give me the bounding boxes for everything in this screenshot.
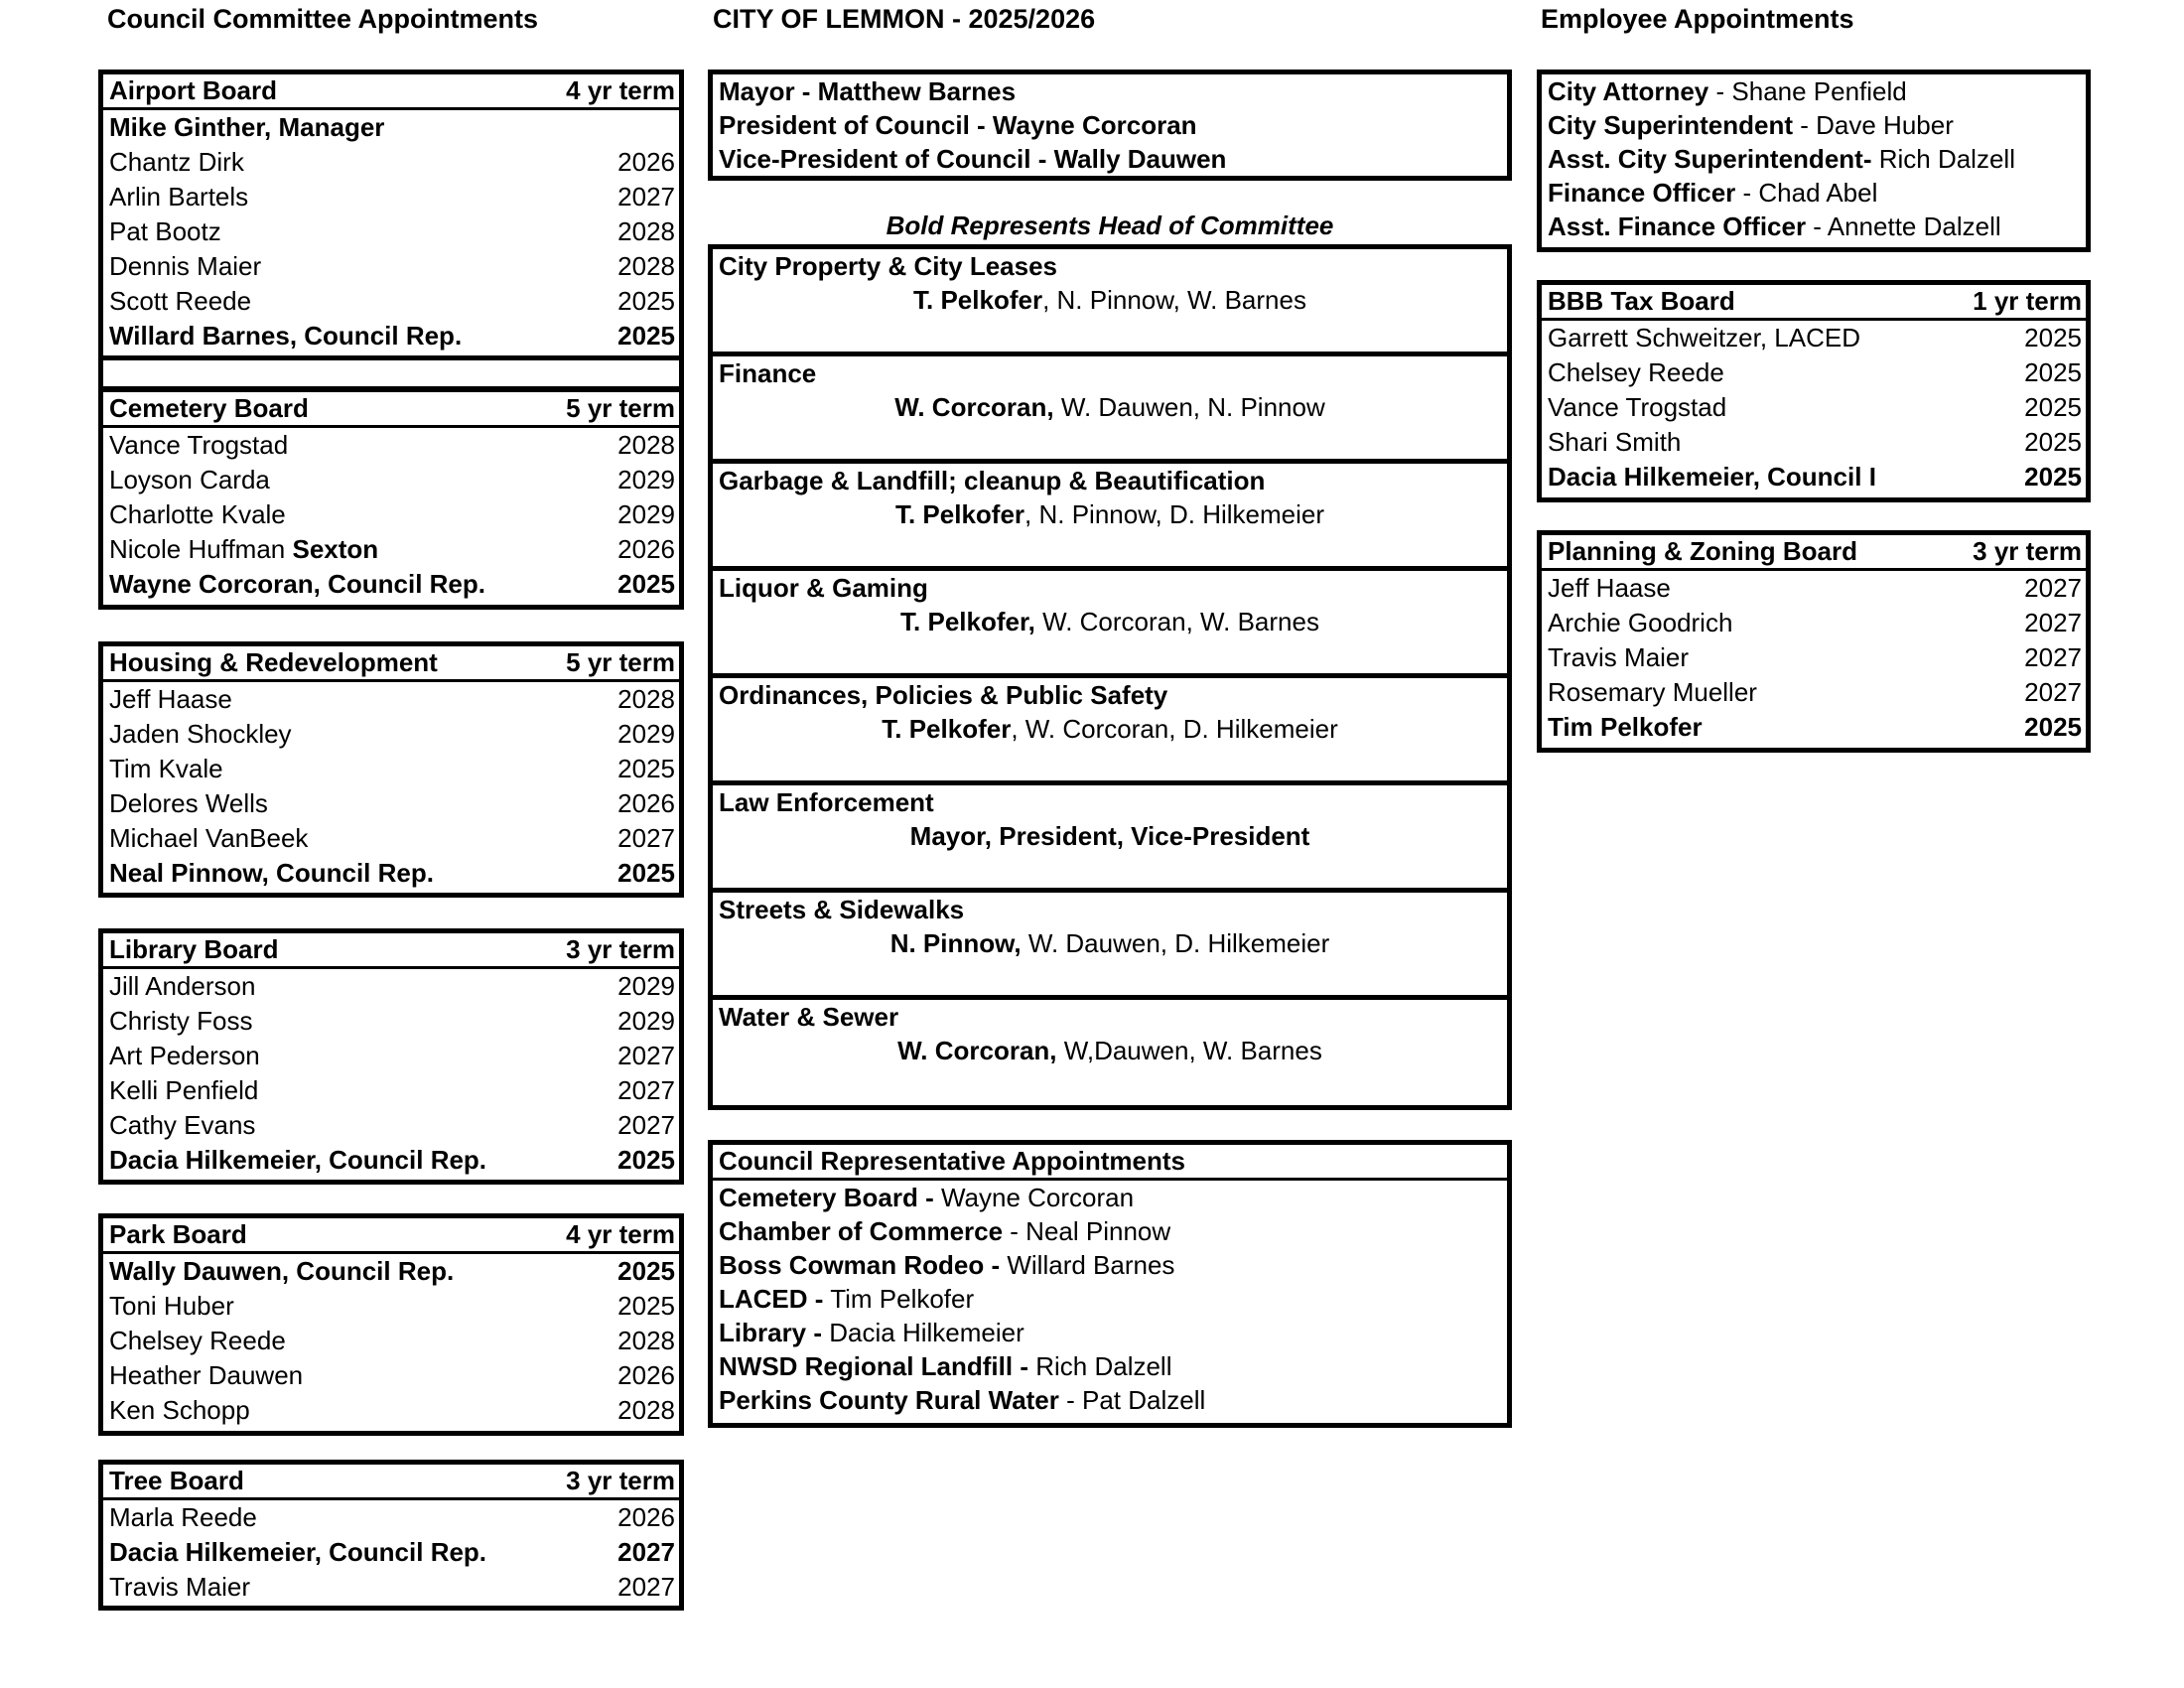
member-name: Tim Pelkofer	[1548, 712, 1703, 742]
board-term: 4 yr term	[566, 75, 675, 105]
committee-others: W. Corcoran, W. Barnes	[1034, 607, 1319, 636]
list-item	[713, 1282, 1507, 1316]
officials-box	[708, 70, 1512, 181]
board-term: 5 yr term	[566, 647, 675, 677]
member-name: Dacia Hilkemeier, Council Rep.	[109, 1537, 487, 1567]
table-row	[1542, 606, 2086, 640]
committee-liquor	[713, 571, 1507, 678]
member-name: Jeff Haase	[109, 684, 232, 714]
member-name: Rosemary Mueller	[1548, 677, 1757, 707]
term-year: 2028	[617, 430, 675, 460]
table-row	[103, 1039, 679, 1073]
table-row	[1542, 460, 2086, 494]
appointment-label: Perkins County Rural Water	[719, 1385, 1059, 1415]
committee-head: T. Pelkofer,	[900, 607, 1035, 636]
committee-title: Law Enforcement	[719, 787, 934, 817]
mayor: Mayor - Matthew Barnes	[719, 76, 1017, 106]
planning-zoning-board	[1537, 530, 2091, 753]
appointment-value: Wayne Corcoran	[933, 1183, 1135, 1212]
member-name: Charlotte Kvale	[109, 499, 286, 529]
term-year: 2029	[617, 499, 675, 529]
position-label: Asst. Finance Officer	[1548, 211, 1807, 241]
board-title: Park Board	[109, 1219, 247, 1249]
right-column-header: Employee Appointments	[1541, 4, 1854, 34]
term-year: 2029	[617, 1006, 675, 1036]
committee-head: T. Pelkofer	[913, 285, 1043, 315]
committee-others: W. Dauwen, D. Hilkemeier	[1021, 928, 1330, 958]
table-row	[103, 1358, 679, 1393]
table-row	[103, 497, 679, 532]
committee-water-sewer	[713, 1000, 1507, 1107]
council-vice-president: Vice-President of Council - Wally Dauwen	[719, 144, 1227, 174]
table-row	[103, 1254, 679, 1289]
term-year: 2026	[617, 1360, 675, 1390]
committee-head: T. Pelkofer	[882, 714, 1012, 744]
list-item	[1542, 108, 2086, 142]
committee-streets	[713, 893, 1507, 1000]
committee-members	[713, 390, 1507, 424]
appointment-value: Dacia Hilkemeier	[822, 1318, 1024, 1347]
member-name: Chantz Dirk	[109, 147, 244, 177]
term-year: 2025	[617, 1256, 675, 1286]
member-name: Christy Foss	[109, 1006, 253, 1036]
term-year: 2026	[617, 534, 675, 564]
committee-members	[713, 712, 1507, 746]
appointment-label: LACED -	[719, 1284, 824, 1314]
committee-others: W. Dauwen, N. Pinnow	[1053, 392, 1325, 422]
table-row	[103, 1324, 679, 1358]
term-year: 2025	[2024, 392, 2082, 422]
committee-title: Water & Sewer	[719, 1002, 899, 1032]
member-name: Wayne Corcoran, Council Rep.	[109, 569, 485, 599]
member-name: Dacia Hilkemeier, Council Rep.	[109, 1145, 487, 1175]
table-row	[103, 682, 679, 717]
committee-members	[713, 283, 1507, 317]
legend-note: Bold Represents Head of Committee	[886, 211, 1334, 240]
term-year: 2028	[617, 1326, 675, 1355]
term-year: 2025	[2024, 462, 2082, 492]
table-row	[1542, 355, 2086, 390]
table-row	[1542, 571, 2086, 606]
term-year: 2025	[617, 858, 675, 888]
member-name: Michael VanBeek	[109, 823, 309, 853]
term-year: 2028	[617, 216, 675, 246]
term-year: 2025	[617, 286, 675, 316]
table-row	[103, 717, 679, 752]
board-header	[1542, 285, 2086, 321]
term-year: 2029	[617, 465, 675, 494]
table-row	[1542, 321, 2086, 355]
term-year: 2027	[617, 823, 675, 853]
member-name: Scott Reede	[109, 286, 252, 316]
member-name: Jaden Shockley	[109, 719, 292, 749]
member-name: Vance Trogstad	[109, 430, 289, 460]
member-name: Dacia Hilkemeier, Council I	[1548, 462, 1876, 492]
table-row	[103, 567, 679, 602]
board-term: 3 yr term	[1973, 536, 2082, 566]
member-name: Jill Anderson	[109, 971, 256, 1001]
committee-members	[713, 497, 1507, 531]
member-name: Arlin Bartels	[109, 182, 249, 211]
board-term: 4 yr term	[566, 1219, 675, 1249]
position-holder: Rich Dalzell	[1871, 144, 2015, 174]
committees-grid	[708, 244, 1512, 1110]
bbb-tax-board	[1537, 280, 2091, 502]
spacer-row	[98, 355, 684, 391]
table-row	[103, 1004, 679, 1039]
term-year: 2025	[2024, 357, 2082, 387]
committee-others: W,Dauwen, W. Barnes	[1056, 1036, 1322, 1065]
member-name: Marla Reede	[109, 1502, 257, 1532]
committee-head: W. Corcoran,	[894, 392, 1054, 422]
board-header	[103, 933, 679, 969]
appointment-label: Boss Cowman Rodeo -	[719, 1250, 1001, 1280]
list-item	[1542, 142, 2086, 176]
table-row	[103, 145, 679, 180]
table-row	[103, 214, 679, 249]
term-year: 2025	[2024, 712, 2082, 742]
table-row	[103, 969, 679, 1004]
member-name: Delores Wells	[109, 788, 268, 818]
committee-members	[713, 605, 1507, 638]
list-item	[713, 1349, 1507, 1383]
committee-law-enforcement	[713, 785, 1507, 893]
board-term: 3 yr term	[566, 1466, 675, 1495]
board-header	[103, 1218, 679, 1254]
member-name: Willard Barnes, Council Rep.	[109, 321, 463, 351]
committee-ordinances	[713, 678, 1507, 785]
term-year: 2028	[617, 1395, 675, 1425]
member-name: Ken Schopp	[109, 1395, 250, 1425]
term-year: 2025	[617, 1291, 675, 1321]
term-year: 2027	[617, 1110, 675, 1140]
committee-others: , N. Pinnow, D. Hilkemeier	[1024, 499, 1325, 529]
table-row	[103, 428, 679, 463]
table-row	[103, 1143, 679, 1178]
board-title: Airport Board	[109, 75, 277, 105]
position-holder: - Dave Huber	[1793, 110, 1954, 140]
committee-title: Streets & Sidewalks	[719, 895, 965, 924]
term-year: 2028	[617, 251, 675, 281]
term-year: 2029	[617, 719, 675, 749]
member-name: Pat Bootz	[109, 216, 221, 246]
position-label: City Attorney	[1548, 76, 1709, 106]
member-name: Kelli Penfield	[109, 1075, 259, 1105]
list-item	[713, 1214, 1507, 1248]
appointment-label: Library -	[719, 1318, 823, 1347]
position-label: City Superintendent	[1548, 110, 1794, 140]
board-header	[103, 392, 679, 428]
appointment-value: Willard Barnes	[1000, 1250, 1175, 1280]
committee-head: Mayor, President, Vice-President	[909, 821, 1310, 851]
left-column-header: Council Committee Appointments	[107, 4, 539, 34]
table-row	[103, 856, 679, 891]
member-name: Shari Smith	[1548, 427, 1682, 457]
position-label: Finance Officer	[1548, 178, 1736, 208]
term-year: 2025	[617, 569, 675, 599]
appointment-label: Cemetery Board -	[719, 1183, 934, 1212]
table-row	[103, 752, 679, 786]
board-title: Tree Board	[109, 1466, 244, 1495]
committee-finance	[713, 356, 1507, 464]
term-year: 2026	[617, 788, 675, 818]
committee-members	[713, 1034, 1507, 1067]
member-name: Chelsey Reede	[109, 1326, 286, 1355]
table-row	[103, 284, 679, 319]
appointment-value: - Pat Dalzell	[1058, 1385, 1206, 1415]
table-row	[103, 1073, 679, 1108]
table-row	[103, 821, 679, 856]
housing-board	[98, 641, 684, 898]
term-year: 2027	[617, 1041, 675, 1070]
page-title: CITY OF LEMMON - 2025/2026	[713, 4, 1096, 34]
committee-title: Finance	[719, 358, 817, 388]
board-header	[103, 1465, 679, 1500]
member-name: Loyson Carda	[109, 465, 270, 494]
appointment-label: Chamber of Commerce	[719, 1216, 1004, 1246]
board-header	[103, 646, 679, 682]
member-name: Mike Ginther, Manager	[109, 112, 385, 142]
appointment-label: NWSD Regional Landfill -	[719, 1351, 1028, 1381]
board-term: 1 yr term	[1973, 286, 2082, 316]
term-year: 2025	[2024, 427, 2082, 457]
term-year: 2027	[617, 1572, 675, 1602]
committee-head: T. Pelkofer	[894, 499, 1025, 529]
park-board	[98, 1213, 684, 1436]
term-year: 2027	[617, 1075, 675, 1105]
term-year: 2028	[617, 684, 675, 714]
list-item	[713, 1248, 1507, 1282]
table-row	[103, 1393, 679, 1428]
board-title: Cemetery Board	[109, 393, 309, 423]
committee-head: W. Corcoran,	[897, 1036, 1057, 1065]
cemetery-board	[98, 387, 684, 610]
list-item	[713, 1316, 1507, 1349]
list-item	[1542, 210, 2086, 243]
table-row	[103, 319, 679, 353]
member-name: Nicole Huffman	[109, 534, 286, 564]
committee-title: Garbage & Landfill; cleanup & Beautification	[719, 466, 1266, 495]
position-holder: - Shane Penfield	[1708, 76, 1907, 106]
committee-city-property	[713, 249, 1507, 356]
committee-members	[713, 926, 1507, 960]
term-year: 2025	[617, 321, 675, 351]
appointment-value: Rich Dalzell	[1028, 1351, 1172, 1381]
appointment-value: - Neal Pinnow	[1003, 1216, 1171, 1246]
table-row	[1542, 675, 2086, 710]
committee-others: , W. Corcoran, D. Hilkemeier	[1011, 714, 1338, 744]
term-year: 2027	[2024, 642, 2082, 672]
member-name: Travis Maier	[109, 1572, 251, 1602]
member-name: Jeff Haase	[1548, 573, 1671, 603]
table-row	[103, 180, 679, 214]
member-name: Neal Pinnow, Council Rep.	[109, 858, 434, 888]
position-label: Asst. City Superintendent-	[1548, 144, 1872, 174]
council-rep-title: Council Representative Appointments	[713, 1145, 1507, 1181]
term-year: 2026	[617, 1502, 675, 1532]
term-year: 2027	[617, 182, 675, 211]
term-year: 2029	[617, 971, 675, 1001]
member-name: Archie Goodrich	[1548, 608, 1733, 637]
term-year: 2027	[2024, 608, 2082, 637]
board-header	[1542, 535, 2086, 571]
table-row	[103, 110, 679, 145]
table-row	[103, 786, 679, 821]
table-row	[1542, 710, 2086, 745]
member-role: Sexton	[292, 534, 379, 564]
member-name: Wally Dauwen, Council Rep.	[109, 1256, 455, 1286]
council-president: President of Council - Wayne Corcoran	[719, 110, 1197, 140]
table-row	[103, 249, 679, 284]
committee-title: Ordinances, Policies & Public Safety	[719, 680, 1168, 710]
airport-board	[98, 70, 684, 360]
board-title: Planning & Zoning Board	[1548, 536, 1857, 566]
council-rep-appointments	[708, 1140, 1512, 1428]
board-title: BBB Tax Board	[1548, 286, 1735, 316]
list-item	[1542, 176, 2086, 210]
member-name: Vance Trogstad	[1548, 392, 1727, 422]
committee-title: City Property & City Leases	[719, 251, 1058, 281]
table-row	[103, 1535, 679, 1570]
tree-board	[98, 1460, 684, 1611]
table-row	[103, 1108, 679, 1143]
committee-others: , N. Pinnow, W. Barnes	[1042, 285, 1306, 315]
table-row	[1542, 640, 2086, 675]
member-name: Dennis Maier	[109, 251, 262, 281]
list-item	[713, 1383, 1507, 1417]
position-holder: - Annette Dalzell	[1806, 211, 2001, 241]
list-item	[713, 1181, 1507, 1214]
member-name: Garrett Schweitzer, LACED	[1548, 323, 1860, 352]
employee-appointments	[1537, 70, 2091, 252]
member-name: Heather Dauwen	[109, 1360, 304, 1390]
board-term: 5 yr term	[566, 393, 675, 423]
table-row	[103, 532, 679, 567]
member-name: Travis Maier	[1548, 642, 1690, 672]
term-year: 2025	[617, 1145, 675, 1175]
term-year: 2027	[2024, 573, 2082, 603]
library-board	[98, 928, 684, 1185]
member-name: Cathy Evans	[109, 1110, 256, 1140]
board-header	[103, 74, 679, 110]
board-title: Library Board	[109, 934, 279, 964]
member-name: Chelsey Reede	[1548, 357, 1724, 387]
term-year: 2027	[617, 1537, 675, 1567]
list-item	[1542, 74, 2086, 108]
table-row	[103, 1570, 679, 1605]
table-row	[1542, 425, 2086, 460]
appointment-value: Tim Pelkofer	[823, 1284, 975, 1314]
committee-title: Liquor & Gaming	[719, 573, 928, 603]
term-year: 2026	[617, 147, 675, 177]
term-year: 2025	[617, 754, 675, 783]
member-name: Art Pederson	[109, 1041, 260, 1070]
table-row	[103, 463, 679, 497]
board-title: Housing & Redevelopment	[109, 647, 438, 677]
committee-head: N. Pinnow,	[889, 928, 1022, 958]
table-row	[1542, 390, 2086, 425]
table-row	[103, 1500, 679, 1535]
board-term: 3 yr term	[566, 934, 675, 964]
member-name: Tim Kvale	[109, 754, 223, 783]
member-name: Toni Huber	[109, 1291, 234, 1321]
term-year: 2027	[2024, 677, 2082, 707]
position-holder: - Chad Abel	[1735, 178, 1878, 208]
term-year: 2025	[2024, 323, 2082, 352]
table-row	[103, 1289, 679, 1324]
committee-members	[713, 819, 1507, 853]
committee-garbage	[713, 464, 1507, 571]
